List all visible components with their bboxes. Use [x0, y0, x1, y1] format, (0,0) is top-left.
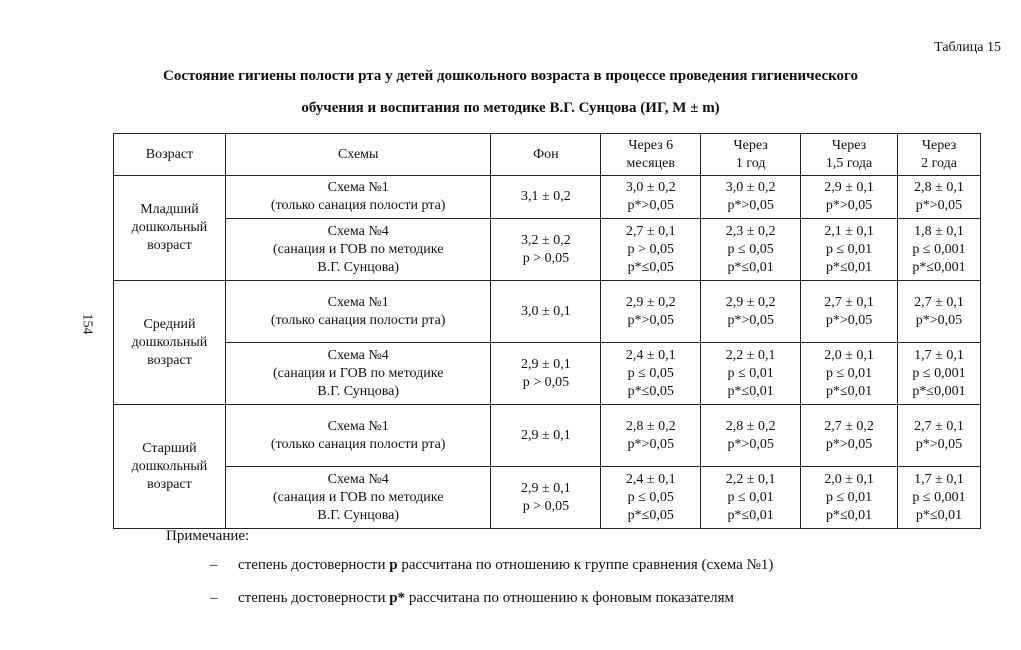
scheme-line: Схема №4	[327, 471, 389, 487]
baseline-cell	[491, 467, 601, 529]
age-group-cell	[114, 176, 226, 281]
y15-line: p*≤0,01	[825, 259, 873, 275]
m6-line: p*≤0,05	[627, 383, 674, 399]
y1-line: p*>0,05	[727, 436, 774, 452]
y1-line: p*≤0,01	[727, 259, 774, 275]
y15-line: 2,9 ± 0,1	[824, 180, 874, 195]
scheme-line: (только санация полости рта)	[270, 198, 446, 213]
y2-line: p ≤ 0,001	[912, 365, 966, 381]
header-row	[114, 134, 981, 176]
y2-cell	[897, 176, 980, 219]
note-symbol-p: p	[389, 557, 398, 573]
scheme-line: Схема №4	[327, 223, 389, 239]
y15-line: p ≤ 0,01	[825, 489, 873, 505]
y15-line: 2,7 ± 0,1	[824, 294, 874, 310]
scheme-line: (санация и ГОВ по методике	[272, 241, 444, 257]
y2-line: 1,7 ± 0,1	[914, 471, 964, 487]
scheme-line: Схема №1	[327, 180, 389, 195]
scheme-line: В.Г. Сунцова)	[317, 259, 400, 275]
y15-cell	[801, 343, 898, 405]
y1-line: p ≤ 0,01	[727, 365, 774, 381]
scheme-line: (только санация полости рта)	[270, 436, 446, 452]
y1-line: p ≤ 0,05	[727, 241, 774, 257]
m6-cell	[601, 281, 701, 343]
y15-cell	[801, 467, 898, 529]
age-group-line: Средний	[143, 316, 196, 332]
y2-line: p*≤0,01	[915, 507, 963, 523]
note-text-suffix: рассчитана по отношению к фоновым показателям	[405, 590, 735, 606]
y1-cell	[701, 343, 801, 405]
m6-line: 2,7 ± 0,1	[625, 223, 676, 239]
baseline-line: 2,9 ± 0,1	[521, 427, 571, 443]
y15-line: p ≤ 0,01	[825, 241, 873, 257]
baseline-line: p > 0,05	[522, 250, 570, 266]
y1-line: 2,8 ± 0,2	[725, 418, 776, 434]
y2-cell	[897, 343, 980, 405]
y2-line: p*>0,05	[915, 198, 963, 213]
table-row	[114, 219, 981, 281]
note-symbol-p-star: p*	[389, 590, 406, 606]
y2-line: 2,8 ± 0,1	[914, 180, 964, 195]
y1-line: p ≤ 0,01	[727, 489, 774, 505]
y2-line: 2,7 ± 0,1	[914, 418, 964, 434]
age-group-line: дошкольный	[131, 458, 208, 474]
y2-cell	[897, 405, 980, 467]
y1-cell	[701, 219, 801, 281]
header-2-years-line-1: Через	[921, 137, 957, 153]
y1-cell	[701, 467, 801, 529]
y15-cell	[801, 405, 898, 467]
scheme-cell	[225, 281, 491, 343]
y2-line: 1,7 ± 0,1	[914, 347, 964, 363]
scheme-cell	[225, 219, 491, 281]
header-1-year-line-1: Через	[733, 137, 768, 153]
y2-cell	[897, 281, 980, 343]
scheme-line: В.Г. Сунцова)	[317, 383, 400, 399]
m6-line: 3,0 ± 0,2	[625, 180, 676, 195]
baseline-cell	[491, 343, 601, 405]
table-row	[114, 343, 981, 405]
scheme-line: (санация и ГОВ по методике	[272, 365, 444, 381]
y1-line: p*≤0,01	[727, 383, 774, 399]
baseline-line: 2,9 ± 0,1	[521, 480, 571, 496]
m6-line: p ≤ 0,05	[627, 489, 674, 505]
y1-line: 2,9 ± 0,2	[725, 294, 776, 310]
note-dash: –	[210, 590, 218, 606]
y15-line: 2,0 ± 0,1	[824, 471, 874, 487]
y1-line: p*>0,05	[727, 312, 774, 328]
scheme-cell	[225, 405, 491, 467]
table-title-line-1: Состояние гигиены полости рта у детей дошкольного возраста в процессе проведения гигиенического	[163, 68, 858, 84]
m6-line: 2,4 ± 0,1	[625, 471, 676, 487]
header-1-5-years-line-1: Через	[831, 137, 867, 153]
m6-cell	[601, 467, 701, 529]
header-6-months-line-2: месяцев	[626, 155, 675, 171]
y1-line: 2,3 ± 0,2	[725, 223, 776, 239]
age-group-line: дошкольный	[131, 220, 208, 235]
table-number-label: Таблица 15	[934, 40, 1001, 55]
y1-cell	[701, 281, 801, 343]
age-group-line: Старший	[142, 440, 197, 456]
y15-line: p*>0,05	[825, 198, 873, 213]
y15-cell	[801, 219, 898, 281]
y2-cell	[897, 467, 980, 529]
table-row	[114, 176, 981, 219]
age-group-line: возраст	[147, 352, 192, 368]
note-text-suffix: рассчитана по отношению к группе сравнения (схема №1)	[397, 557, 774, 573]
baseline-line: p > 0,05	[522, 374, 570, 390]
header-age: Возраст	[114, 134, 226, 176]
m6-line: 2,9 ± 0,2	[625, 294, 676, 310]
note-dash: –	[210, 557, 218, 573]
baseline-cell	[491, 405, 601, 467]
header-1-5-years	[801, 134, 898, 176]
note-text-prefix: степень достоверности	[238, 557, 390, 573]
y2-cell	[897, 219, 980, 281]
age-group-line: возраст	[147, 476, 192, 492]
header-2-years-line-2: 2 года	[921, 155, 957, 171]
scheme-cell	[225, 176, 491, 219]
m6-line: p*≤0,05	[627, 507, 674, 523]
age-group-line: дошкольный	[131, 334, 208, 350]
m6-line: p*>0,05	[627, 312, 674, 328]
baseline-line: p > 0,05	[522, 498, 570, 514]
scheme-cell	[225, 467, 491, 529]
m6-line: p*≤0,05	[627, 259, 674, 275]
y1-line: p*≤0,01	[727, 507, 774, 523]
header-2-years	[897, 134, 980, 176]
header-baseline: Фон	[491, 134, 601, 176]
y1-line: 2,2 ± 0,1	[725, 347, 776, 363]
baseline-cell	[491, 219, 601, 281]
y2-line: p ≤ 0,001	[912, 241, 966, 257]
y15-cell	[801, 281, 898, 343]
header-1-5-years-line-2: 1,5 года	[825, 155, 873, 171]
scheme-line: В.Г. Сунцова)	[317, 507, 400, 523]
m6-cell	[601, 219, 701, 281]
y15-line: p*>0,05	[825, 312, 873, 328]
hygiene-data-table	[113, 133, 981, 529]
m6-cell	[601, 343, 701, 405]
header-1-year-line-2: 1 год	[735, 155, 766, 171]
y1-cell	[701, 405, 801, 467]
scheme-line: (санация и ГОВ по методике	[272, 489, 444, 505]
y15-line: 2,1 ± 0,1	[824, 223, 874, 239]
table-row	[114, 405, 981, 467]
table-row	[114, 467, 981, 529]
y1-cell	[701, 176, 801, 219]
note-item-p	[210, 557, 773, 574]
y15-line: p*>0,05	[825, 436, 873, 452]
scheme-line: Схема №4	[327, 347, 389, 363]
y2-line: p*≤0,001	[912, 383, 966, 399]
page-number: 154	[79, 313, 95, 335]
y2-line: p ≤ 0,001	[912, 489, 966, 505]
y2-line: p*>0,05	[915, 436, 963, 452]
m6-line: p > 0,05	[627, 241, 674, 257]
age-group-cell	[114, 281, 226, 405]
age-group-line: возраст	[147, 238, 192, 253]
scheme-line: Схема №1	[327, 294, 389, 310]
baseline-line: 2,9 ± 0,1	[521, 356, 571, 372]
scheme-cell	[225, 343, 491, 405]
y2-line: 1,8 ± 0,1	[914, 223, 964, 239]
header-scheme: Схемы	[225, 134, 491, 176]
header-6-months	[601, 134, 701, 176]
age-group-line: Младший	[140, 202, 199, 217]
baseline-cell	[491, 281, 601, 343]
y15-line: 2,7 ± 0,2	[824, 418, 874, 434]
y2-line: 2,7 ± 0,1	[914, 294, 964, 310]
y15-line: p*≤0,01	[825, 507, 873, 523]
note-heading: Примечание:	[166, 528, 250, 544]
scheme-line: (только санация полости рта)	[270, 312, 446, 328]
m6-line: p ≤ 0,05	[627, 365, 674, 381]
age-group-cell	[114, 405, 226, 529]
y15-cell	[801, 176, 898, 219]
y15-line: p*≤0,01	[825, 383, 873, 399]
y15-line: p ≤ 0,01	[825, 365, 873, 381]
scheme-line: Схема №1	[327, 418, 389, 434]
m6-line: 2,8 ± 0,2	[625, 418, 676, 434]
m6-line: 2,4 ± 0,1	[625, 347, 676, 363]
table-row	[114, 281, 981, 343]
y2-line: p*>0,05	[915, 312, 963, 328]
y2-line: p*≤0,001	[912, 259, 966, 275]
baseline-cell	[491, 176, 601, 219]
table-title-line-2: обучения и воспитания по методике В.Г. Сунцова (ИГ, М ± m)	[301, 100, 720, 116]
header-6-months-line-1: Через 6	[628, 137, 674, 153]
m6-cell	[601, 405, 701, 467]
m6-line: p*>0,05	[627, 436, 674, 452]
baseline-line: 3,1 ± 0,2	[521, 189, 571, 204]
m6-line: p*>0,05	[627, 198, 674, 213]
note-text-prefix: степень достоверности	[238, 590, 390, 606]
y15-line: 2,0 ± 0,1	[824, 347, 874, 363]
m6-cell	[601, 176, 701, 219]
header-1-year	[701, 134, 801, 176]
note-item-p-star	[210, 590, 734, 607]
y1-line: 3,0 ± 0,2	[725, 180, 776, 195]
baseline-line: 3,0 ± 0,1	[521, 303, 571, 319]
y1-line: p*>0,05	[727, 198, 774, 213]
baseline-line: 3,2 ± 0,2	[521, 232, 571, 248]
y1-line: 2,2 ± 0,1	[725, 471, 776, 487]
